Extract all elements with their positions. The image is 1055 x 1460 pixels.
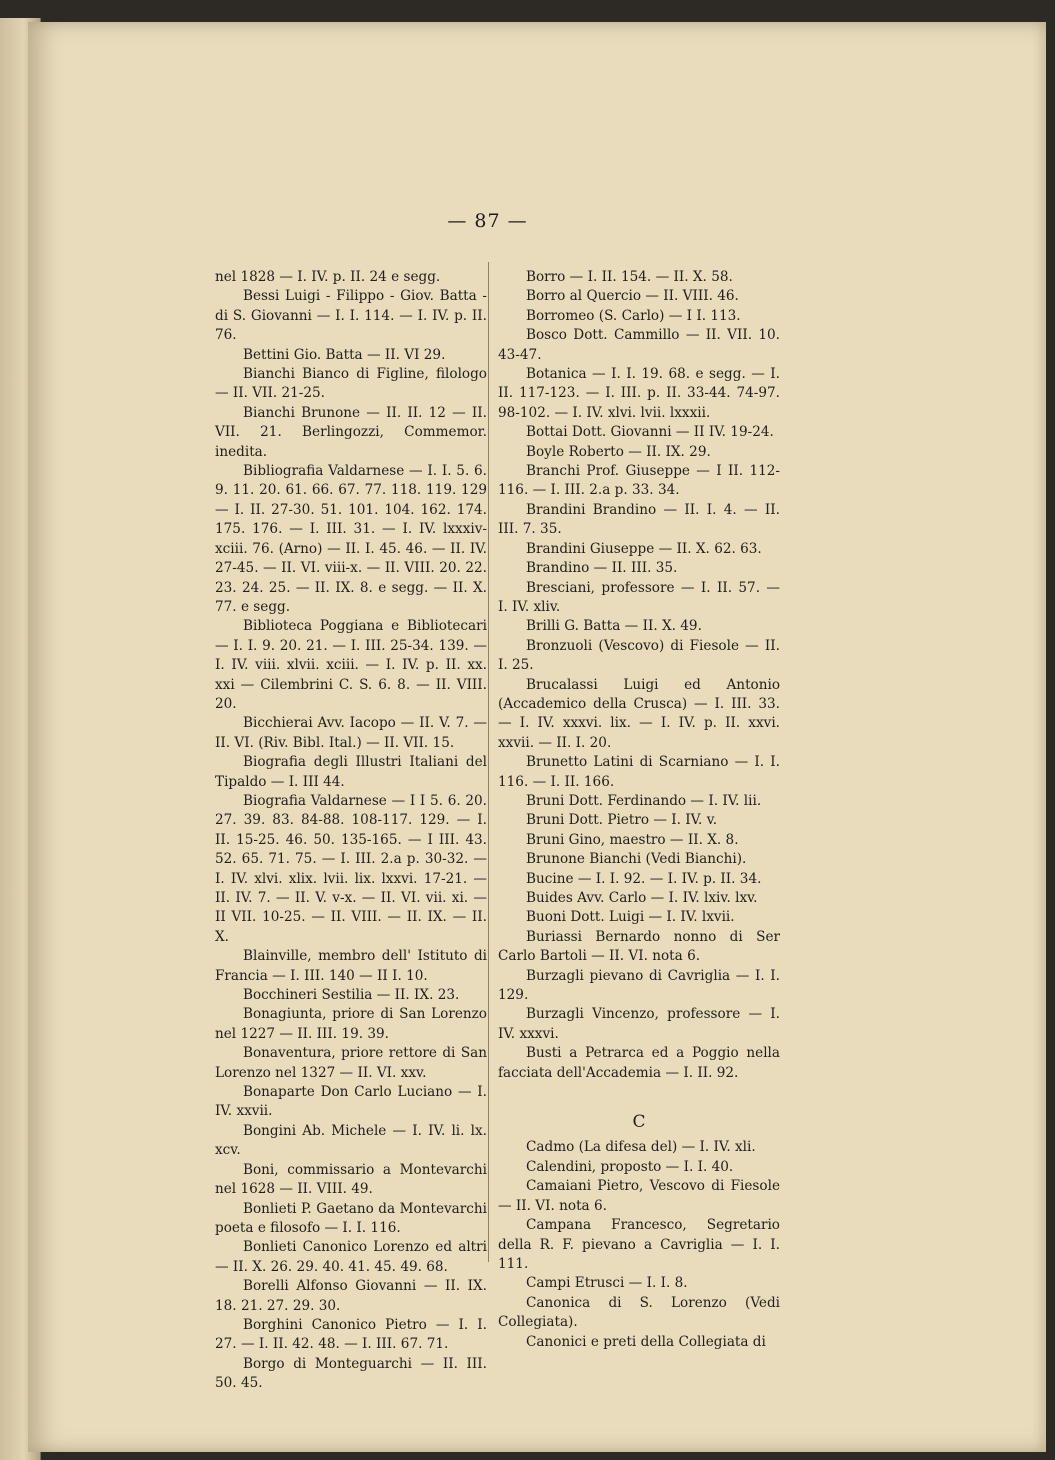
index-entry: Burzagli Vincenzo, professore — I. IV. xxxvi. — [498, 1006, 780, 1042]
index-entry: Bucine — I. I. 92. — I. IV. p. II. 34. — [526, 870, 762, 887]
index-entry: Campana Francesco, Segretario della R. F. pievano a Cavriglia — I. I. 111. — [498, 1217, 780, 1272]
index-entry: Campi Etrusci — I. I. 8. — [526, 1275, 688, 1292]
index-entry: Brandini Giuseppe — II. X. 62. 63. — [526, 540, 762, 557]
index-entry: Bruni Gino, maestro — II. X. 8. — [526, 831, 739, 848]
index-entry: Canonica di S. Lorenzo (Vedi Collegiata). — [498, 1294, 780, 1331]
index-entry: Botanica — I. I. 19. 68. e segg. — I. II. 117-123. — I. III. p. II. 33-44. 74-97. 98-102. — I. IV. xlvi. lvii. lxxxii. — [498, 366, 780, 421]
index-entry: Bonaventura, priore rettore di San Lorenzo nel 1327 — II. VI. xxv. — [215, 1045, 487, 1081]
index-entry: Bosco Dott. Cammillo — II. VII. 10. 43-47. — [498, 327, 780, 363]
index-entry: Bruni Dott. Ferdinando — I. IV. lii. — [526, 792, 762, 809]
index-entry: Bronzuoli (Vescovo) di Fiesole — II. I. 25. — [498, 637, 780, 674]
page-number: — 87 — — [447, 210, 528, 232]
index-entry: Biografia degli Illustri Italiani del Tipaldo — I. III 44. — [215, 754, 487, 790]
index-entry: Calendini, proposto — I. I. 40. — [526, 1158, 734, 1175]
index-entry: Brandini Brandino — II. I. 4. — II. III. 7. 35. — [498, 501, 780, 538]
index-entry: Bresciani, professore — I. II. 57. — I. IV. xliv. — [498, 579, 780, 615]
index-entry: nel 1828 — I. IV. p. II. 24 e segg. — [215, 269, 441, 285]
index-entry: Bottai Dott. Giovanni — II IV. 19-24. — [526, 424, 774, 441]
index-entry: Bianchi Bianco di Figline, filologo — II. VII. 21-25. — [215, 366, 487, 402]
column-divider — [488, 262, 489, 1262]
index-entry: Bonlieti P. Gaetano da Montevarchi poeta e filosofo — I. I. 116. — [215, 1200, 487, 1236]
index-entry: Bocchineri Sestilia — II. IX. 23. — [243, 987, 460, 1004]
index-entry: Brandino — II. III. 35. — [526, 560, 678, 577]
index-entry: Canonici e preti della Collegiata di — [526, 1333, 766, 1350]
index-entry: Busti a Petrarca ed a Poggio nella facciata dell'Accademia — I. II. 92. — [498, 1045, 780, 1081]
index-entry: Boyle Roberto — II. IX. 29. — [526, 443, 711, 460]
right-column — [498, 268, 780, 1352]
index-entry: Bruni Dott. Pietro — I. IV. v. — [526, 812, 718, 829]
index-entry: Burzagli pievano di Cavriglia — I. I. 129. — [498, 967, 780, 1004]
index-entry: Bessi Luigi - Filippo - Giov. Batta - di S. Giovanni — I. I. 114. — I. IV. p. II. 76. — [215, 288, 487, 344]
index-entry: Biblioteca Poggiana e Bibliotecari — I. I. 9. 20. 21. — I. III. 25-34. 139. — I. IV. viii. xlvii. xciii. — I. IV. p. II. xx. xxi — Cilembrini C. S. 6. 8. — II. VIII. 20. — [215, 618, 487, 712]
index-entry: Bibliografia Valdarnese — I. I. 5. 6. 9. 11. 20. 61. 66. 67. 77. 118. 119. 129 — I. II. 27-30. 51. 101. 104. 162. 174. 175. 176. — I. III. 31. — I. IV. lxxxiv-xciii. 76. (Arno) — II. I. 45. 46. — II. IV. 27-45. — II. VI. viii-x. — II. VIII. 20. 22. 23. 24. 25. — II. IX. 8. e segg. — II. X. 77. e segg. — [215, 463, 487, 615]
left-column — [215, 268, 487, 1394]
index-entry: Borghini Canonico Pietro — I. I. 27. — I. II. 42. 48. — I. III. 67. 71. — [215, 1316, 487, 1353]
index-entry: Blainville, membro dell' Istituto di Francia — I. III. 140 — II I. 10. — [215, 948, 487, 984]
index-entry: Boni, commissario a Montevarchi nel 1628 — II. VIII. 49. — [215, 1161, 487, 1198]
right-column-c-entries — [498, 1138, 780, 1351]
index-entry: Bianchi Brunone — II. II. 12 — II. VII. 21. Berlingozzi, Commemor. inedita. — [215, 404, 487, 460]
index-entry: Brucalassi Luigi ed Antonio (Accademico della Crusca) — I. III. 33. — I. IV. xxxvi. lix. — I. IV. p. II. xxvi. xxvii. — II. I. 20. — [498, 676, 780, 751]
section-letter: C — [632, 1112, 646, 1133]
index-entry: Buides Avv. Carlo — I. IV. lxiv. lxv. — [526, 890, 758, 906]
index-entry: Brilli G. Batta — II. X. 49. — [526, 618, 702, 635]
index-entry: Camaiani Pietro, Vescovo di Fiesole — II. VI. nota 6. — [498, 1178, 780, 1214]
index-entry: Bonaparte Don Carlo Luciano — I. IV. xxvii. — [215, 1084, 487, 1120]
index-entry: Branchi Prof. Giuseppe — I II. 112-116. — I. III. 2.a p. 33. 34. — [498, 463, 780, 499]
index-entry: Bonlieti Canonico Lorenzo ed altri — II. X. 26. 29. 40. 41. 45. 49. 68. — [215, 1239, 487, 1275]
index-entry: Cadmo (La difesa del) — I. IV. xli. — [526, 1139, 756, 1156]
index-entry: Borro — I. II. 154. — II. X. 58. — [526, 269, 733, 285]
index-entry: Borelli Alfonso Giovanni — II. IX. 18. 21. 27. 29. 30. — [215, 1278, 487, 1314]
index-entry: Bongini Ab. Michele — I. IV. li. lx. xcv. — [215, 1122, 487, 1159]
right-column-b-entries — [498, 268, 780, 1083]
index-entry: Borro al Quercio — II. VIII. 46. — [526, 288, 739, 305]
index-entry: Brunone Bianchi (Vedi Bianchi). — [526, 851, 747, 868]
index-entry: Borgo di Monteguarchi — II. III. 50. 45. — [215, 1355, 487, 1392]
index-entry: Biografia Valdarnese — I I 5. 6. 20. 27. 39. 83. 84-88. 108-117. 129. — I. II. 15-25. 46. 50. 135-165. — I III. 43. 52. 65. 71. 75. — I. III. 2.a p. 30-32. — I. IV. xlvi. xlix. lvii. lix. lxxvi. 17-21. — II. IV. 7. — II. V. v-x. — II. VI. vii. xi. — II VII. 10-25. — II. VIII. — II. IX. — II. X. — [215, 792, 487, 945]
index-entry: Bicchierai Avv. Iacopo — II. V. 7. — II. VI. (Riv. Bibl. Ital.) — II. VII. 15. — [215, 715, 487, 751]
index-entry: Bonagiunta, priore di San Lorenzo nel 1227 — II. III. 19. 39. — [215, 1006, 487, 1042]
index-entry: Buoni Dott. Luigi — I. IV. lxvii. — [526, 909, 735, 926]
index-entry: Borromeo (S. Carlo) — I I. 113. — [526, 307, 741, 324]
section-spacer — [498, 1083, 780, 1099]
index-entry: Brunetto Latini di Scarniano — I. I. 116. — I. II. 166. — [498, 754, 780, 790]
index-entry: Buriassi Bernardo nonno di Ser Carlo Bartoli — II. VI. nota 6. — [498, 928, 780, 965]
index-entry: Bettini Gio. Batta — II. VI 29. — [243, 346, 446, 363]
